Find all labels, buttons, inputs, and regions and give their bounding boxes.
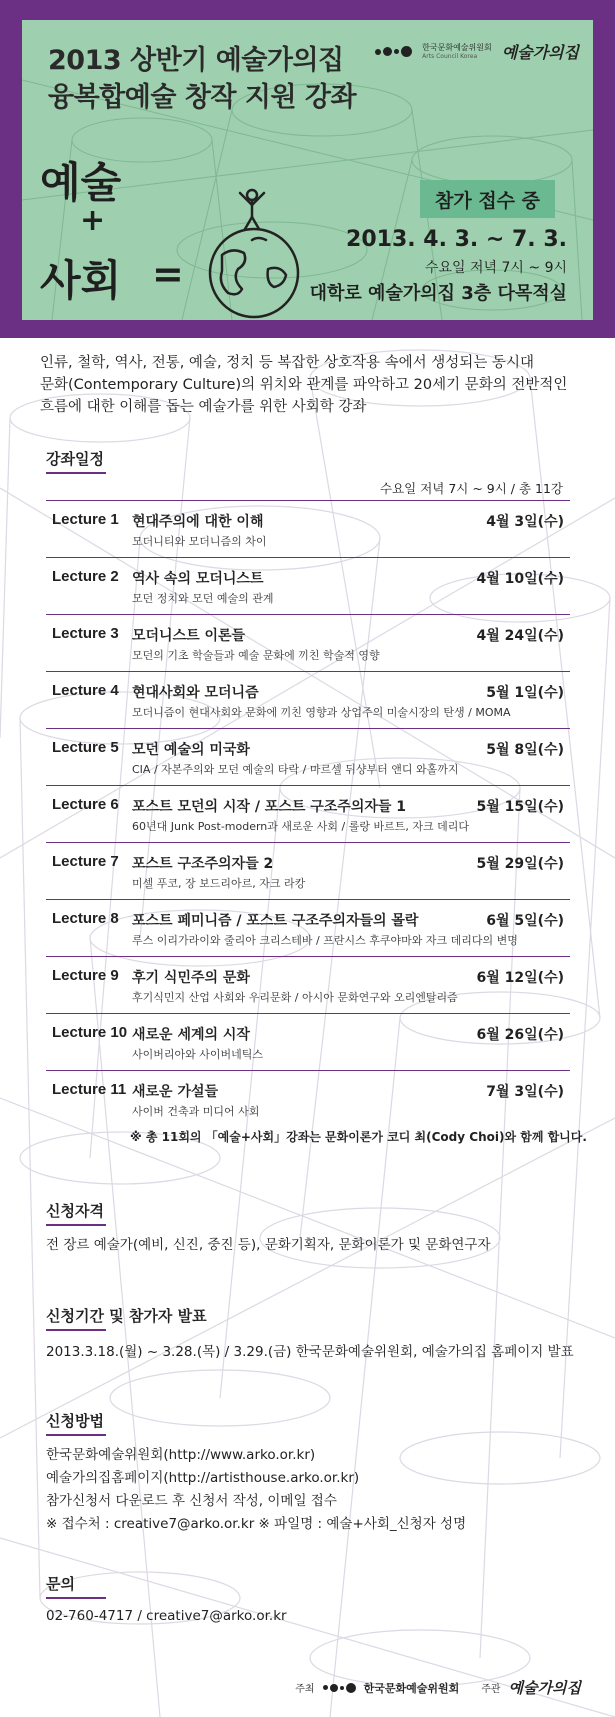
lecture-date: 6월 5일(수) bbox=[486, 913, 564, 929]
contact-text: 02-760-4717 / creative7@arko.or.kr bbox=[46, 1608, 287, 1624]
word-plus: + bbox=[80, 203, 106, 238]
period-heading: 신청기간 및 참가자 발표 bbox=[46, 1307, 207, 1325]
lecture-description: 미셀 푸코, 장 보드리아르, 자크 라캉 bbox=[132, 877, 306, 890]
lecture-row bbox=[46, 842, 570, 898]
event-time: 수요일 저녁 7시 ~ 9시 bbox=[424, 260, 567, 276]
arko-logo-icon bbox=[323, 1683, 356, 1693]
lecture-date: 5월 1일(수) bbox=[486, 685, 564, 701]
lecture-row bbox=[46, 557, 570, 613]
registration-open-badge: 참가 접수 중 bbox=[420, 180, 555, 218]
lecture-description: 모던의 기초 학술들과 예술 문화에 끼친 학술적 영향 bbox=[132, 649, 380, 662]
lecture-description: 사이버 건축과 미디어 사회 bbox=[132, 1105, 260, 1118]
lecture-title: 포스트 페미니즘 / 포스트 구조주의자들의 몰락 bbox=[132, 913, 419, 929]
lecture-date: 5월 8일(수) bbox=[486, 742, 564, 758]
method-line: 참가신청서 다운로드 후 신청서 작성, 이메일 접수 bbox=[46, 1493, 337, 1509]
lecture-number: Lecture 1 bbox=[52, 511, 119, 528]
lecture-row bbox=[46, 956, 570, 1012]
word-society: 사회 bbox=[40, 256, 122, 305]
lecture-description: 후기식민지 산업 사회와 우리문화 / 아시아 문화연구와 오리엔탈리즘 bbox=[132, 991, 458, 1004]
method-list bbox=[46, 1444, 466, 1536]
lecture-title: 후기 식민주의 문화 bbox=[132, 970, 250, 986]
lecture-row bbox=[46, 728, 570, 784]
lecture-title: 포스트 모던의 시작 / 포스트 구조주의자들 1 bbox=[132, 799, 407, 815]
word-equals: = bbox=[152, 252, 184, 296]
intro-line: 문화(Contemporary Culture)의 위치와 관계를 파악하고 20세기 문화의 전반적인 bbox=[40, 377, 568, 393]
lecture-row bbox=[46, 671, 570, 727]
lecture-description: CIA / 자본주의와 모던 예술의 타락 / 마르셀 뒤샹부터 앤디 와홀까지 bbox=[132, 763, 459, 776]
lecture-number: Lecture 3 bbox=[52, 625, 119, 642]
lecture-row bbox=[46, 785, 570, 841]
artisthouse-logo: 예술가의집 bbox=[501, 43, 579, 62]
lecture-description: 모던 정치와 모던 예술의 관계 bbox=[132, 592, 274, 605]
lecture-date: 7월 3일(수) bbox=[486, 1084, 564, 1100]
lecture-title: 모던 예술의 미국화 bbox=[132, 742, 250, 758]
word-art: 예술 bbox=[40, 158, 122, 207]
lecture-number: Lecture 6 bbox=[52, 796, 119, 813]
intro-line: 흐름에 대한 이해를 돕는 예술가를 위한 사회학 강좌 bbox=[40, 399, 367, 415]
lecture-date: 5월 15일(수) bbox=[476, 799, 564, 815]
lecture-date: 4월 24일(수) bbox=[476, 628, 564, 644]
lecture-number: Lecture 2 bbox=[52, 568, 119, 585]
lecture-title: 새로운 가설들 bbox=[132, 1084, 219, 1100]
lecture-row bbox=[46, 614, 570, 670]
period-text: 2013.3.18.(월) ~ 3.28.(목) / 3.29.(금) 한국문화예술위원회, 예술가의집 홈페이지 발표 bbox=[46, 1344, 574, 1360]
lecture-number: Lecture 11 bbox=[52, 1081, 127, 1098]
title-line-1: 2013 상반기 예술가의집 bbox=[48, 45, 344, 76]
host-label: 주최 bbox=[295, 1684, 315, 1695]
lecture-number: Lecture 4 bbox=[52, 682, 119, 699]
event-date: 2013. 4. 3. ~ 7. 3. bbox=[346, 227, 567, 252]
lecture-description: 사이버리아와 사이버네틱스 bbox=[132, 1048, 264, 1061]
lecture-date: 4월 3일(수) bbox=[486, 514, 564, 530]
intro-line: 인류, 철학, 역사, 전통, 예술, 정치 등 복잡한 상호작용 속에서 생성되는 동시대 bbox=[40, 355, 534, 371]
lecture-description: 모더니티와 모더니즘의 차이 bbox=[132, 535, 267, 548]
lecture-title: 현대주의에 대한 이해 bbox=[132, 514, 264, 530]
lecture-description: 루스 이리가라이와 줄리아 크리스테바 / 프란시스 후쿠야마와 자크 데리다의 변명 bbox=[132, 934, 518, 947]
organizer-label: 주관 bbox=[481, 1684, 501, 1695]
method-link-artisthouse[interactable]: 예술가의집홈페이지(http://artisthouse.arko.or.kr) bbox=[46, 1470, 360, 1486]
lecture-row bbox=[46, 1013, 570, 1069]
footer bbox=[295, 1677, 581, 1698]
method-line: ※ 접수처 : creative7@arko.or.kr ※ 파일명 : 예술+사회_신청자 성명 bbox=[46, 1516, 467, 1532]
schedule-note: 수요일 저녁 7시 ~ 9시 / 총 11강 bbox=[380, 481, 563, 496]
method-link-arko[interactable]: 한국문화예술위원회(http://www.arko.or.kr) bbox=[46, 1447, 316, 1463]
event-venue: 대학로 예술가의집 3층 다목적실 bbox=[309, 283, 567, 304]
lecture-number: Lecture 9 bbox=[52, 967, 119, 984]
lecture-description: 60년대 Junk Post-modern과 새로운 사회 / 롤랑 바르트, 자크 데리다 bbox=[132, 820, 469, 833]
lecture-row bbox=[46, 500, 570, 556]
schedule-heading: 강좌일정 bbox=[46, 450, 104, 468]
header-logos bbox=[375, 40, 579, 63]
lecture-title: 역사 속의 모더니스트 bbox=[132, 571, 264, 587]
intro-paragraph bbox=[40, 352, 580, 418]
method-heading: 신청방법 bbox=[46, 1412, 104, 1430]
qualification-text: 전 장르 예술가(예비, 신진, 중진 등), 문화기획자, 문화이론가 및 문화연구자 bbox=[46, 1237, 491, 1253]
lecture-row bbox=[46, 1070, 570, 1126]
lecture-row bbox=[46, 899, 570, 955]
lecture-title: 모더니스트 이론들 bbox=[132, 628, 246, 644]
lecture-date: 6월 12일(수) bbox=[476, 970, 564, 986]
lecture-number: Lecture 8 bbox=[52, 910, 119, 927]
arko-logo-icon bbox=[375, 46, 412, 57]
lecture-description: 모더니즘이 현대사회와 문화에 끼친 영향과 상업주의 미술시장의 탄생 / MOMA bbox=[132, 706, 511, 719]
lecture-title: 새로운 세계의 시작 bbox=[132, 1027, 250, 1043]
title-line-2: 융복합예술 창작 지원 강좌 bbox=[48, 82, 357, 113]
header-panel bbox=[22, 20, 593, 320]
header-banner bbox=[0, 0, 615, 338]
artisthouse-logo: 예술가의집 bbox=[508, 1679, 581, 1697]
qualification-heading: 신청자격 bbox=[46, 1202, 104, 1220]
lecture-number: Lecture 10 bbox=[52, 1024, 128, 1041]
arko-logo-text: 한국문화예술위원회 Arts Council Korea bbox=[422, 43, 492, 60]
lecture-date: 4월 10일(수) bbox=[476, 571, 564, 587]
lecture-date: 5월 29일(수) bbox=[476, 856, 564, 872]
contact-heading: 문의 bbox=[46, 1575, 75, 1593]
lecture-title: 포스트 구조주의자들 2 bbox=[132, 856, 274, 872]
schedule-footnote: ※ 총 11회의 「예술+사회」강좌는 문화이론가 코디 최(Cody Choi)와 함께 합니다. bbox=[130, 1130, 587, 1144]
host-org: 한국문화예술위원회 bbox=[363, 1681, 460, 1695]
lecture-date: 6월 26일(수) bbox=[476, 1027, 564, 1043]
lecture-number: Lecture 5 bbox=[52, 739, 119, 756]
lecture-number: Lecture 7 bbox=[52, 853, 119, 870]
lecture-title: 현대사회와 모더니즘 bbox=[132, 685, 259, 701]
